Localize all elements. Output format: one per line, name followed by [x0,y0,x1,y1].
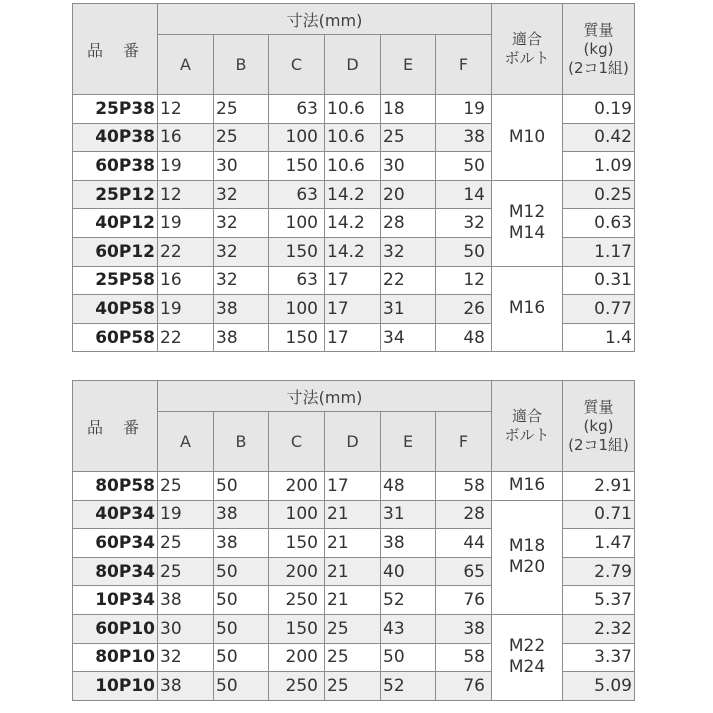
bolt-size: M12 [508,202,546,223]
dim-f-cell: 28 [436,500,492,529]
part-number-cell: 80P10 [73,643,158,672]
bolt-size: M10 [508,126,546,147]
dim-d-cell: 21 [325,500,381,529]
part-number-cell: 60P12 [73,237,158,266]
dim-a-cell: 16 [158,123,214,152]
column-header-e: E [381,35,436,95]
bolt-size: M16 [508,298,546,319]
column-header-d: D [325,35,381,95]
dim-c-cell: 100 [269,295,325,324]
dim-a-cell: 19 [158,152,214,181]
dim-c-cell: 63 [269,180,325,209]
dim-d-cell: 10.6 [325,152,381,181]
table-row [73,266,635,295]
part-number-cell: 80P34 [73,557,158,586]
dim-b-cell: 50 [214,672,269,701]
mass-header-line: 質量 [583,397,614,416]
dim-f-cell: 19 [436,95,492,124]
dim-d-cell: 17 [325,295,381,324]
table-row [73,614,635,643]
dim-d-cell: 17 [325,266,381,295]
part-number-cell: 40P58 [73,295,158,324]
part-number-cell: 10P10 [73,672,158,701]
dim-a-cell: 19 [158,295,214,324]
dim-b-cell: 25 [214,123,269,152]
dim-d-cell: 10.6 [325,123,381,152]
dim-f-cell: 44 [436,529,492,558]
bolt-cell [492,614,563,700]
dim-d-cell: 14.2 [325,237,381,266]
mass-header [563,381,635,472]
part-number-cell: 60P34 [73,529,158,558]
mass-cell: 0.19 [563,95,635,124]
dim-f-cell: 32 [436,209,492,238]
dim-b-cell: 38 [214,295,269,324]
dim-f-cell: 50 [436,152,492,181]
dim-a-cell: 19 [158,500,214,529]
dim-f-cell: 58 [436,643,492,672]
dim-f-cell: 65 [436,557,492,586]
dim-e-cell: 38 [381,529,436,558]
column-header-e: E [381,412,436,472]
dim-c-cell: 200 [269,557,325,586]
dim-e-cell: 22 [381,266,436,295]
dim-c-cell: 250 [269,672,325,701]
dim-a-cell: 38 [158,672,214,701]
dim-e-cell: 28 [381,209,436,238]
bolt-header-line: ボルト [504,426,550,444]
dim-b-cell: 50 [214,643,269,672]
dim-b-cell: 30 [214,152,269,181]
dimensions-header: 寸法(mm) [158,381,492,412]
dim-b-cell: 32 [214,180,269,209]
dim-c-cell: 150 [269,529,325,558]
dim-d-cell: 14.2 [325,209,381,238]
dimensions-header: 寸法(mm) [158,4,492,35]
part-number-cell: 80P58 [73,472,158,501]
dim-f-cell: 12 [436,266,492,295]
mass-header [563,4,635,95]
dim-c-cell: 100 [269,123,325,152]
dim-b-cell: 32 [214,237,269,266]
mass-cell: 5.37 [563,586,635,615]
part-number-header: 品 番 [73,381,158,472]
dim-d-cell: 17 [325,472,381,501]
mass-cell: 3.37 [563,643,635,672]
dim-f-cell: 48 [436,323,492,352]
part-number-cell: 25P58 [73,266,158,295]
dim-f-cell: 38 [436,123,492,152]
column-header-f: F [436,412,492,472]
dim-e-cell: 43 [381,614,436,643]
mass-cell: 1.17 [563,237,635,266]
dim-b-cell: 25 [214,95,269,124]
dim-a-cell: 25 [158,472,214,501]
dim-d-cell: 21 [325,529,381,558]
part-number-cell: 25P12 [73,180,158,209]
mass-cell: 1.09 [563,152,635,181]
dim-f-cell: 26 [436,295,492,324]
dim-b-cell: 50 [214,614,269,643]
bolt-header-line: ボルト [504,49,550,67]
dim-e-cell: 32 [381,237,436,266]
dim-a-cell: 32 [158,643,214,672]
part-number-cell: 60P38 [73,152,158,181]
dim-e-cell: 52 [381,672,436,701]
column-header-d: D [325,412,381,472]
dim-c-cell: 200 [269,472,325,501]
mass-cell: 0.25 [563,180,635,209]
dim-d-cell: 25 [325,614,381,643]
dim-c-cell: 100 [269,209,325,238]
table-row [73,500,635,529]
dim-d-cell: 25 [325,672,381,701]
dim-c-cell: 150 [269,152,325,181]
bolt-cell [492,472,563,501]
dim-e-cell: 25 [381,123,436,152]
mass-cell: 2.79 [563,557,635,586]
column-header-c: C [269,412,325,472]
dim-a-cell: 12 [158,95,214,124]
dim-a-cell: 25 [158,557,214,586]
bolt-header [492,381,563,472]
mass-cell: 0.42 [563,123,635,152]
dim-d-cell: 17 [325,323,381,352]
dim-c-cell: 250 [269,586,325,615]
bolt-cell [492,500,563,614]
dim-d-cell: 21 [325,557,381,586]
mass-header-line: (kg) [583,416,614,435]
part-number-header: 品 番 [73,4,158,95]
bolt-cell [492,95,563,181]
part-number-cell: 10P34 [73,586,158,615]
bolt-header [492,4,563,95]
spec-table-1 [72,3,635,352]
dim-e-cell: 20 [381,180,436,209]
dim-e-cell: 52 [381,586,436,615]
mass-cell: 5.09 [563,672,635,701]
dim-f-cell: 38 [436,614,492,643]
part-number-cell: 40P34 [73,500,158,529]
mass-cell: 2.32 [563,614,635,643]
dim-c-cell: 63 [269,266,325,295]
dim-e-cell: 34 [381,323,436,352]
dim-e-cell: 50 [381,643,436,672]
part-number-cell: 60P58 [73,323,158,352]
dim-e-cell: 31 [381,500,436,529]
mass-header-line: 質量 [583,20,614,39]
dim-f-cell: 50 [436,237,492,266]
column-header-f: F [436,35,492,95]
dim-b-cell: 50 [214,586,269,615]
bolt-size: M18 [508,536,546,557]
dim-b-cell: 32 [214,209,269,238]
dim-f-cell: 14 [436,180,492,209]
bolt-header-line: 適合 [511,30,542,48]
dim-d-cell: 25 [325,643,381,672]
mass-cell: 1.47 [563,529,635,558]
mass-header-line: (2コ1組) [568,58,629,77]
dim-c-cell: 200 [269,643,325,672]
bolt-header-line: 適合 [511,407,542,425]
mass-cell: 0.63 [563,209,635,238]
part-number-cell: 60P10 [73,614,158,643]
mass-header-line: (kg) [583,39,614,58]
column-header-b: B [214,35,269,95]
part-number-cell: 25P38 [73,95,158,124]
bolt-size: M24 [508,657,546,678]
column-header-b: B [214,412,269,472]
bolt-size: M14 [508,223,546,244]
dim-d-cell: 21 [325,586,381,615]
dim-d-cell: 10.6 [325,95,381,124]
dim-a-cell: 22 [158,323,214,352]
table-row [73,472,635,501]
dim-c-cell: 150 [269,237,325,266]
dim-a-cell: 30 [158,614,214,643]
bolt-cell [492,266,563,352]
bolt-size: M20 [508,557,546,578]
dim-a-cell: 12 [158,180,214,209]
dim-b-cell: 50 [214,472,269,501]
dim-b-cell: 38 [214,529,269,558]
dim-f-cell: 58 [436,472,492,501]
dim-e-cell: 30 [381,152,436,181]
dim-a-cell: 38 [158,586,214,615]
dim-e-cell: 48 [381,472,436,501]
mass-cell: 0.71 [563,500,635,529]
bolt-size: M22 [508,636,546,657]
dim-c-cell: 150 [269,323,325,352]
table-row [73,180,635,209]
mass-cell: 1.4 [563,323,635,352]
dim-c-cell: 63 [269,95,325,124]
mass-cell: 0.31 [563,266,635,295]
dim-b-cell: 38 [214,323,269,352]
column-header-a: A [158,35,214,95]
dim-c-cell: 150 [269,614,325,643]
dim-f-cell: 76 [436,586,492,615]
dim-b-cell: 38 [214,500,269,529]
bolt-size: M16 [508,475,546,496]
dim-d-cell: 14.2 [325,180,381,209]
column-header-c: C [269,35,325,95]
table-row [73,95,635,124]
dim-a-cell: 19 [158,209,214,238]
spec-table-2 [72,380,635,701]
dim-e-cell: 40 [381,557,436,586]
mass-cell: 2.91 [563,472,635,501]
dim-c-cell: 100 [269,500,325,529]
bolt-cell [492,180,563,266]
dim-a-cell: 16 [158,266,214,295]
mass-cell: 0.77 [563,295,635,324]
dim-a-cell: 25 [158,529,214,558]
dim-e-cell: 18 [381,95,436,124]
dim-e-cell: 31 [381,295,436,324]
part-number-cell: 40P12 [73,209,158,238]
mass-header-line: (2コ1組) [568,435,629,454]
dim-b-cell: 32 [214,266,269,295]
column-header-a: A [158,412,214,472]
dim-b-cell: 50 [214,557,269,586]
dim-a-cell: 22 [158,237,214,266]
dim-f-cell: 76 [436,672,492,701]
part-number-cell: 40P38 [73,123,158,152]
